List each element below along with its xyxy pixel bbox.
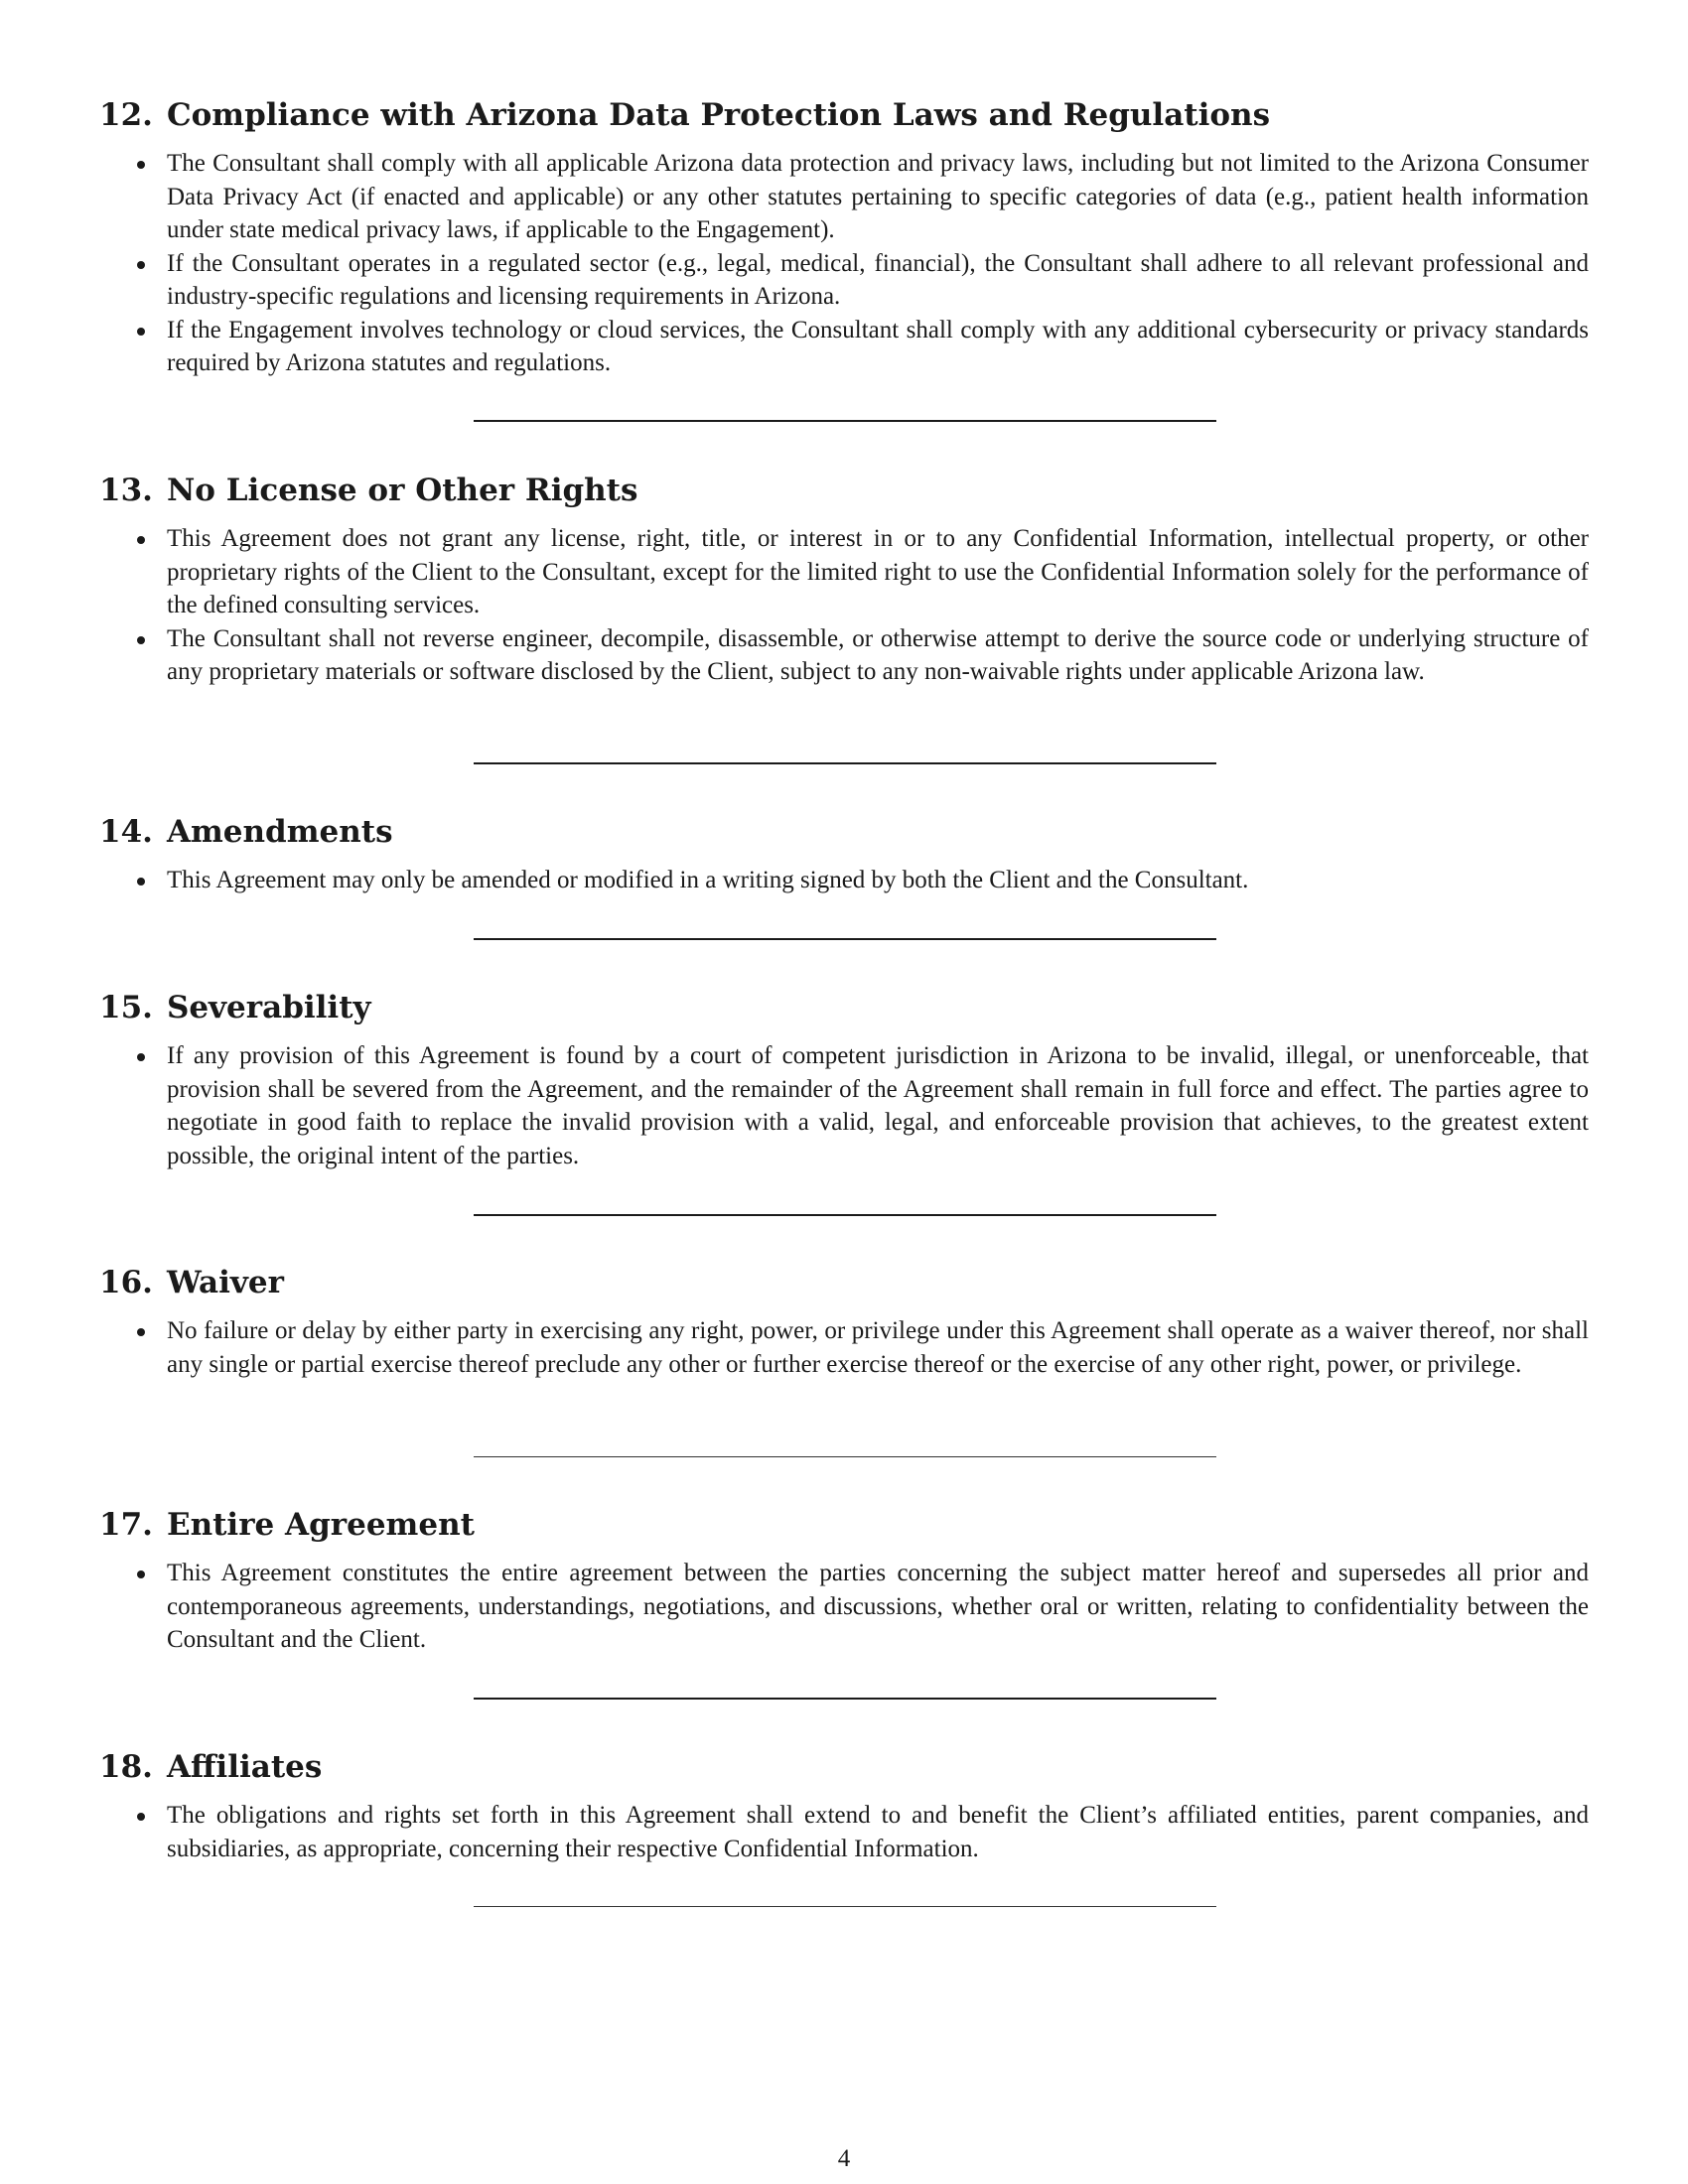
section-divider xyxy=(474,1698,1216,1700)
section-heading xyxy=(99,1747,1589,1787)
section-heading xyxy=(99,95,1589,135)
section-number: 12. xyxy=(99,97,153,133)
section-divider xyxy=(474,762,1216,764)
section-number: 15. xyxy=(99,990,153,1025)
bullet-dot-icon xyxy=(137,636,145,644)
section-15 xyxy=(99,988,1589,1172)
bullet-text: If the Engagement involves technology or cloud services, the Consultant shall comply with any additional cybersecurity or privacy standards required by Arizona statutes and regulations. xyxy=(167,316,1589,376)
section-14 xyxy=(99,812,1589,897)
bullet-dot-icon xyxy=(137,878,145,886)
section-18 xyxy=(99,1747,1589,1865)
bullet-text: This Agreement does not grant any license, right, title, or interest in or to any Confidential Information, intellectual property, or other proprietary rights of the Client to the Consultant, except for the limited right to use the Confidential Information solely for the performance of the defined consulting services. xyxy=(167,525,1589,618)
section-number: 17. xyxy=(99,1507,153,1543)
bullet-dot-icon xyxy=(137,161,145,169)
section-17 xyxy=(99,1505,1589,1657)
bullet-list xyxy=(99,147,1589,380)
bullet-list xyxy=(99,522,1589,689)
section-title: Severability xyxy=(166,990,371,1025)
bullet-list xyxy=(99,1039,1589,1172)
bullet-list xyxy=(99,1557,1589,1657)
bullet-text: This Agreement constitutes the entire agreement between the parties concerning the subject matter hereof and supersedes all prior and contemporaneous agreements, understandings, negotiations, and discussions, whether oral or written, relating to confidentiality between the Consultant and the Client. xyxy=(167,1560,1589,1653)
bullet-item xyxy=(99,1799,1589,1865)
bullet-dot-icon xyxy=(137,261,145,269)
section-heading xyxy=(99,812,1589,852)
bullet-list xyxy=(99,1314,1589,1381)
section-title: Affiliates xyxy=(166,1749,323,1785)
bullet-item xyxy=(99,1557,1589,1657)
bullet-list xyxy=(99,864,1589,897)
section-number: 13. xyxy=(99,473,153,508)
section-divider xyxy=(474,1214,1216,1216)
section-title: Compliance with Arizona Data Protection Laws and Regulations xyxy=(166,97,1271,133)
section-title: Waiver xyxy=(166,1265,284,1300)
section-heading xyxy=(99,471,1589,510)
section-title: No License or Other Rights xyxy=(166,473,638,508)
section-title: Entire Agreement xyxy=(166,1507,475,1543)
section-heading xyxy=(99,988,1589,1027)
page-number: 4 xyxy=(837,2145,851,2172)
bullet-item xyxy=(99,522,1589,622)
bullet-dot-icon xyxy=(137,328,145,336)
bullet-text: If any provision of this Agreement is found by a court of competent jurisdiction in Arizona to be invalid, illegal, or unenforceable, that provision shall be severed from the Agreement, and the remainder of the Agreement shall remain in full force and effect. The parties agree to negotiate in good faith to replace the invalid provision with a valid, legal, and enforceable provision that achieves, to the greatest extent possible, the original intent of the parties. xyxy=(167,1042,1589,1169)
bullet-item xyxy=(99,1039,1589,1172)
bullet-dot-icon xyxy=(137,1570,145,1578)
bullet-text: This Agreement may only be amended or modified in a writing signed by both the Client and the Consultant. xyxy=(167,867,1249,893)
section-12 xyxy=(99,95,1589,380)
bullet-item xyxy=(99,247,1589,314)
bullet-text: No failure or delay by either party in exercising any right, power, or privilege under this Agreement shall operate as a waiver thereof, nor shall any single or partial exercise thereof preclude any other or further exercise thereof or the exercise of any other right, power, or privilege. xyxy=(167,1317,1589,1378)
section-number: 14. xyxy=(99,814,153,850)
bullet-dot-icon xyxy=(137,1328,145,1336)
bullet-text: If the Consultant operates in a regulated sector (e.g., legal, medical, financial), the Consultant shall adhere to all relevant professional and industry-specific regulations and licensing requirements in Arizona. xyxy=(167,249,1589,310)
section-13 xyxy=(99,471,1589,689)
bullet-item xyxy=(99,1314,1589,1381)
section-divider xyxy=(474,938,1216,940)
bullet-dot-icon xyxy=(137,1053,145,1061)
bullet-item xyxy=(99,147,1589,247)
bullet-list xyxy=(99,1799,1589,1865)
bullet-item xyxy=(99,622,1589,689)
section-number: 16. xyxy=(99,1265,153,1300)
bullet-item xyxy=(99,314,1589,380)
bullet-text: The Consultant shall comply with all applicable Arizona data protection and privacy laws, including but not limited to the Arizona Consumer Data Privacy Act (if enacted and applicable) or any other statutes pertaining to specific categories of data (e.g., patient health information under state medical privacy laws, if applicable to the Engagement). xyxy=(167,150,1589,243)
bullet-dot-icon xyxy=(137,536,145,544)
section-heading xyxy=(99,1263,1589,1302)
bullet-text: The obligations and rights set forth in this Agreement shall extend to and benefit the Client’s affiliated entities, parent companies, and subsidiaries, as appropriate, concerning their respective Confidential Information. xyxy=(167,1802,1589,1862)
section-divider xyxy=(474,420,1216,422)
bullet-dot-icon xyxy=(137,1813,145,1821)
section-divider xyxy=(474,1906,1216,1907)
section-number: 18. xyxy=(99,1749,153,1785)
bullet-text: The Consultant shall not reverse engineer, decompile, disassemble, or otherwise attempt to derive the source code or underlying structure of any proprietary materials or software disclosed by the Client, subject to any non-waivable rights under applicable Arizona law. xyxy=(167,624,1589,685)
section-16 xyxy=(99,1263,1589,1381)
section-heading xyxy=(99,1505,1589,1545)
section-title: Amendments xyxy=(166,814,393,850)
section-divider xyxy=(474,1456,1216,1457)
bullet-item xyxy=(99,864,1589,897)
